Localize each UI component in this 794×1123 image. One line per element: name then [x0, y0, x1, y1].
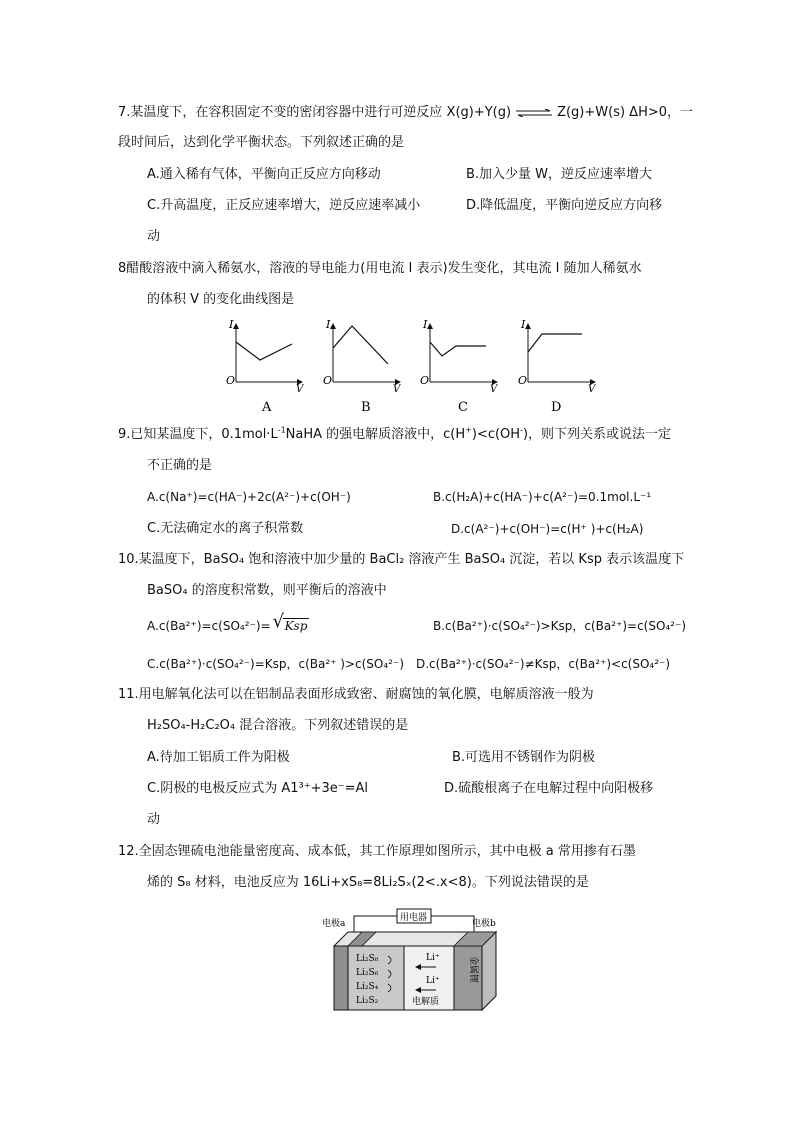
graph-d-curve — [528, 334, 582, 352]
q11-stem-line1: 11.用电解氧化法可以在铝制品表面形成致密、耐腐蚀的氧化膜，电解质溶液一般为 — [118, 687, 594, 702]
metal-lithium-label: 金属锂 — [468, 956, 478, 984]
graph-b-curve — [333, 326, 388, 364]
q10-option-d: D.c(Ba²⁺)·c(SO₄²⁻)≠Ksp，c(Ba²⁺)<c(SO₄²⁻) — [416, 657, 671, 671]
graph-b-label: B — [361, 400, 371, 415]
q10-stem-line2: BaSO₄ 的溶度积常数，则平衡后的溶液中 — [147, 583, 387, 598]
graph-d-origin: O — [518, 374, 528, 387]
species-1: Li₂S₈ — [356, 954, 379, 964]
q8-stem-line1: 8醋酸溶液中滴入稀氨水，溶液的导电能力(用电流 I 表示)发生变化，其电流 I 随加人稀氨水 — [118, 261, 642, 276]
graph-c-axis-y: I — [423, 318, 428, 331]
graph-b — [323, 318, 402, 415]
square-root-icon: √ Ksp — [272, 611, 308, 633]
electrode-b-label: 电极b — [472, 919, 496, 929]
q10-option-c: C.c(Ba²⁺)·c(SO₄²⁻)=Ksp，c(Ba²⁺ )>c(SO₄²⁻) — [147, 657, 405, 671]
graph-b-origin: O — [323, 374, 333, 387]
li-ion-2: Li⁺ — [426, 976, 440, 986]
q10-option-a: A.c(Ba²⁺)=c(SO₄²⁻)= √ Ksp — [147, 611, 308, 633]
species-3: Li₂S₄ — [356, 982, 379, 992]
q11-stem-line2: H₂SO₄-H₂C₂O₄ 混合溶液。下列叙述错误的是 — [147, 718, 409, 733]
q9-option-d: D.c(A²⁻)+c(OH⁻)=c(H⁺ )+c(H₂A) — [451, 522, 644, 536]
q11-option-d-cont: 动 — [147, 812, 161, 827]
species-4: Li₂S₂ — [356, 996, 379, 1006]
graph-c-axis-x: V — [490, 384, 498, 395]
graph-a — [226, 318, 305, 415]
graph-d-label: D — [551, 400, 562, 415]
q12-stem-line2: 烯的 S₈ 材料，电池反应为 16Li+xS₈=8Li₂Sₓ(2<.x<8)。下列说法错误的是 — [147, 875, 589, 890]
q11-option-c: C.阴极的电极反应式为 A1³⁺+3e⁻=Al — [147, 781, 369, 796]
li-ion-1: Li⁺ — [426, 953, 440, 963]
q10-option-b: B.c(Ba²⁺)·c(SO₄²⁻)>Ksp，c(Ba²⁺)=c(SO₄²⁻) — [433, 619, 687, 633]
graph-d-axis-x: V — [588, 384, 596, 395]
q11-option-b: B.可选用不锈钢作为阴极 — [452, 750, 596, 765]
graph-c-label: C — [458, 400, 468, 415]
electrolyte-label: 电解质 — [412, 997, 440, 1007]
q10-stem-line1: 10.某温度下，BaSO₄ 饱和溶液中加少量的 BaCl₂ 溶液产生 BaSO₄ 沉淀，若以 Ksp 表示该温度下 — [118, 552, 685, 567]
graph-a-axis-x: V — [296, 384, 304, 395]
q9-stem-line2: 不正确的是 — [147, 458, 213, 473]
q9-stem-line1: 9.已知某温度下，$0.1mol\cdot L^{-1}NaHA$ 的强电解质溶液中，c(H+)<c(OH-)，则下列关系或说法一定 — [118, 425, 672, 442]
q11-option-d: D.硫酸根离子在电解过程中向阳极移 — [444, 781, 654, 796]
q9-option-b: B.c(H₂A)+c(HA⁻)+c(A²⁻)=0.1mol.L⁻¹ — [433, 490, 652, 504]
graph-a-axis-y: I — [229, 318, 234, 331]
q7-stem-line1: 7.某温度下，在容积固定不变的密闭容器中进行可逆反应 X(g)+Y(g) Z(g)+W(s) ΔH>0，一 — [118, 105, 694, 120]
q8-stem-line2: 的体积 V 的变化曲线图是 — [147, 292, 295, 307]
q7-option-d-cont: 动 — [147, 229, 161, 244]
graph-a-curve — [236, 342, 292, 360]
q11-option-a: A.待加工铝质工件为阳极 — [147, 750, 290, 765]
q9-option-a: A.c(Na⁺)=c(HA⁻)+2c(A²⁻)+c(OH⁻) — [147, 490, 351, 504]
electrode-a-label: 电极a — [322, 919, 346, 929]
wire-left — [354, 916, 397, 932]
q8-graphs — [220, 318, 600, 416]
battery-diagram — [320, 904, 506, 1014]
q7-option-a: A.通入稀有气体，平衡向正反应方向移动 — [147, 167, 381, 182]
q7-option-d: D.降低温度，平衡向逆反应方向移 — [466, 198, 663, 213]
q7-option-c: C.升高温度，正反应速率增大，逆反应速率减小 — [147, 198, 421, 213]
q7-option-b: B.加入少量 W，逆反应速率增大 — [466, 167, 653, 182]
graph-c-origin: O — [420, 374, 430, 387]
electrode-a-collector — [334, 946, 348, 1010]
equilibrium-arrow-icon — [514, 109, 554, 117]
graph-d-axis-y: I — [521, 318, 526, 331]
species-2: Li₂S₆ — [356, 968, 379, 978]
graph-a-origin: O — [226, 374, 236, 387]
graph-b-axis-x: V — [393, 384, 401, 395]
device-label: 用电器 — [400, 913, 428, 923]
wire-right — [431, 916, 474, 932]
graph-c-curve — [430, 342, 486, 356]
graph-c — [420, 318, 499, 415]
graph-b-axis-y: I — [326, 318, 331, 331]
graph-d — [518, 318, 597, 415]
q7-stem-line2: 段时间后，达到化学平衡状态。下列叙述正确的是 — [118, 135, 405, 150]
q12-stem-line1: 12.全固态锂硫电池能量密度高、成本低，其工作原理如图所示，其中电极 a 常用掺有石墨 — [118, 844, 636, 859]
graph-a-label: A — [262, 400, 272, 415]
q9-option-c: C.无法确定水的离子积常数 — [147, 521, 304, 536]
